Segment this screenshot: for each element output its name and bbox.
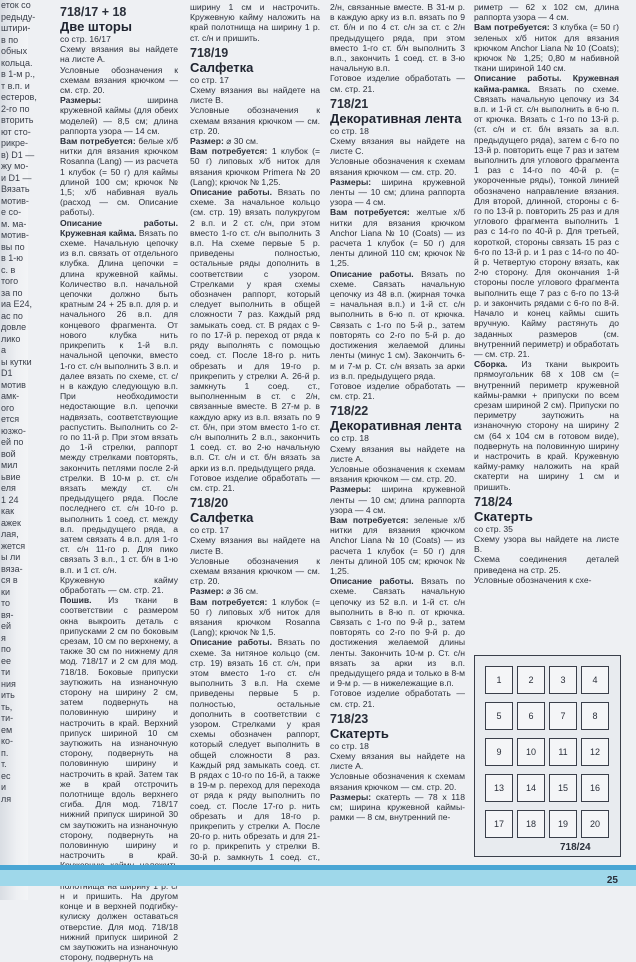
diagram-cell: 11 [549, 738, 577, 766]
text: ширина кружевной каймы (для обеих моделей) — 8,5 см; длина раппорта узора — 14 см. [60, 95, 178, 136]
gutter-text-line: юзжо- [1, 425, 26, 436]
paragraph: Схему вязания вы найдете на листе В. [190, 85, 320, 106]
gutter-text-line: мотив [1, 379, 26, 390]
gutter-text-line: Вязать [1, 184, 30, 194]
diagram-cell: 20 [581, 810, 609, 838]
text: Вязать по схеме. Связать начальную цепочку из 48 в.п. (жирная точка = начальная в.п.) и 1-й ст. с/н выполнить в 6-ю п. от крючка. Связать с 1-го по 5-й р., затем повторять со 2-го по 5-й р. до достижения желаемой длины ленты (минус 1 см). Закончить 6-м и 7-м р. Ст. с/н вязать за арки из в.п. предыдущего ряда. [330, 268, 465, 381]
paragraph [474, 22, 619, 73]
gutter-text-line: ы ли [1, 552, 21, 562]
diagram-cell: 17 [485, 810, 513, 838]
gutter-text-line: довле [1, 322, 27, 332]
label: Вам потребуется: [330, 207, 410, 218]
label: Вам потребуется: [190, 596, 268, 607]
paragraph: Готовое изделие обработать — см. стр. 21. [330, 380, 465, 402]
gutter-text-line: е со- [1, 207, 22, 217]
gutter-text-line: в 1-ю [1, 253, 24, 263]
diagram-cell: 14 [517, 774, 545, 802]
section-number: 718/21 [330, 96, 369, 111]
diagram-cell: 13 [485, 774, 513, 802]
diagram-label: 718/24 [560, 842, 591, 853]
label: Описание работы. [330, 268, 414, 279]
text: желтые х/б нитки для вязания крючком Anchor Liana № 10 (Coats) — из расчета 1 клубок (= 50 г) для ленты длиной 110 см; крючок № 1,25. [330, 207, 466, 269]
gutter-text-line: вяза- [1, 563, 23, 574]
gutter-text-line: жу мо- [1, 161, 29, 171]
section-title: Салфетка [190, 59, 254, 75]
gutter-text-line: ее [1, 655, 12, 666]
diagram-cell: 19 [549, 810, 577, 838]
paragraph [330, 207, 465, 268]
paragraph [330, 484, 465, 515]
text: 1 клубок (= 50 г) липовых х/б ниток для вязания крючком Primera № 20 (Lang); крючок № 1,25. [190, 146, 321, 187]
label: Размеры: [330, 484, 372, 495]
paragraph: Схему вязания вы найдете на листе А. [330, 443, 465, 464]
gutter-text-line: ния [1, 678, 16, 689]
diagram-cell: 1 [485, 666, 513, 694]
section-number: 718/22 [330, 404, 369, 419]
paragraph: Условные обозначения к схемам вязания крючком — см. стр. 20. [330, 156, 465, 177]
section-title: Салфетка [190, 510, 254, 526]
section-title: Скатерть [474, 508, 533, 524]
gutter-text-line: ес [1, 770, 11, 781]
label: Вам потребуется: [60, 136, 136, 147]
gutter-text-line: п. [1, 747, 9, 758]
text: Вязать по схеме. За начальное кольцо (см. стр. 19) вязать полукругом 2 в.п. и 2 ст. с/н, при этом вместо 1-го ст. с/н выполнить 3 в.п. На схеме первые 5 р. приведены полностью, остальные ряды дополнить в соответствии с узором. Стрелками у края схемы обозначен раппорт, который следует выполнить в общей сложности 7 раз. Каждый ряд замыкать соед. ст. В рядах с 9-го по 17-й р. переход от ряда к ряду выполнять с помощью соед. ст. После 18-го р. нить обрезать и для 19-го р. прикрепить у стрелки А. 26-й р. замкнуть 1 соед. ст., выполненным в ст. с 2/н, связанные вместе. В 27-м р. в каждую арку из в.п. вязать по 9 ст. б/н, при этом вместо 1-го ст. с/н выполнить 2 в.п., закончить 1 соед. ст. во 2-ю начальную в.п. Ст. с/н и ст. б/н вязать за арки из в.п. предыдущего ряда. [190, 187, 320, 473]
gutter-text-line: ля [1, 793, 12, 804]
text: Вязать по схеме. Связать начальную цепочку из 34 в.п. и 1-й ст. с/н выполнить в 6-ю п. от крючка. Вязать с 1-го по 13-й р. (ст. с/н и ст. б/н вязать за в.п. предыдущего ряда), затем с 6-го по 13-й р. повторить еще 7 раз и затем выполнить для углового фрагмента 1 раз с 14-го по 40-й р. (= укороченные ряды), тонкой линией обозначено направление вязания. Для второй, длинной, стороны с 6-го по 13-й р. повторить 25 раз и для углового фрагмента выполнить 1 раз с 14-го по 40-й р. Для третьей, короткой, стороны связать 15 раз с 6-го по 13-й р. и 1 раз с 14-го по 40-й р. Четвертую сторону вязать, как 2-ю сторону. Для окончания 1-й стороны после углового фрагмента выполнить еще 7 раз с 6-го по 13-й р. и закончить рядами с 6-го по 8-й. Начало и конец каймы сшить вручную. Кайму растянуть до заданных размеров (см. внутренний периметр) и обработать — см. стр. 21. [474, 83, 619, 359]
diagram-cell: 10 [517, 738, 545, 766]
paragraph: Схему узора вы найдете на листе В. [474, 533, 619, 555]
gutter-text-line: по [1, 644, 11, 654]
section-number: 718/19 [190, 45, 229, 60]
paragraph [190, 586, 320, 596]
footer-band [0, 870, 636, 886]
paragraph: риметр — 62 х 102 см, длина раппорта узора — 4 см. [474, 2, 619, 23]
label: Описание работы. [190, 637, 273, 648]
gutter-text-line: вы по [1, 241, 25, 252]
gutter-text-line: ажек [1, 517, 21, 528]
text: ⌀ 30 см. [226, 136, 259, 147]
gutter-text-line: ьвие [1, 471, 21, 482]
paragraph [330, 792, 465, 823]
page-reference: со стр. 18 [330, 740, 369, 751]
gutter-text-line: редыду- [1, 11, 36, 22]
diagram-cell: 4 [581, 666, 609, 694]
gutter-text-line: мотив- [1, 195, 29, 206]
gutter-text-line: амк- [1, 391, 20, 401]
gutter-text-line: ют сто- [1, 126, 31, 137]
text: ширина кружевной ленты — 10 см; длина раппорта узора — 4 см. [330, 176, 465, 208]
diagram-cell: 8 [581, 702, 609, 730]
gutter-text-line: ко- [1, 736, 14, 746]
label: Размеры: [330, 176, 372, 187]
diagram-cell: 5 [485, 702, 513, 730]
diagram-cell: 6 [517, 702, 545, 730]
paragraph: Условные обозначения к схемам вязания крючком — см. стр. 20. [330, 463, 465, 485]
gutter-text-line: вя- [1, 609, 14, 620]
paragraph [190, 146, 320, 187]
section-title: Декоративная лента [330, 110, 462, 126]
page-reference: со стр. 16/17 [60, 34, 111, 44]
label: Описание работы. Кружевная кайма-рамка. [474, 73, 619, 94]
column-4 [474, 2, 619, 585]
section-title: Декоративная лента [330, 418, 462, 434]
section-number: 718/20 [190, 496, 229, 511]
section-number: 718/17 + 18 [60, 5, 127, 19]
paragraph: Схему вязания вы найдете на листе С. [330, 136, 465, 157]
text: зеленые х/б нитки для вязания крючком Anchor Liana № 10 (Coats) — из расчета 1 клубок (= 50 г) для ленты длиной 105 см; крючок № 1,25. [330, 514, 465, 576]
gutter-text-line: ей [1, 621, 12, 631]
text: скатерть — 78 х 118 см; ширина кружевной каймы-рамки — 8 см, внутренний пе- [330, 791, 465, 823]
paragraph [60, 595, 178, 962]
paragraph [330, 177, 465, 208]
paragraph: Схему вязания вы найдете на листе В. [190, 535, 320, 556]
text: ⌀ 36 см. [226, 586, 259, 597]
label: Описание работы. Кружевная кайма. [60, 217, 178, 238]
diagram-cell: 12 [581, 738, 609, 766]
gutter-text-line: ить [1, 690, 15, 700]
page-reference: со стр. 17 [190, 74, 229, 85]
gutter-text-line: ас по [1, 310, 23, 321]
paragraph: 2/н, связанные вместе. В 31-м р. в каждую арку из в.п. вязать по 9 ст. б/н и по 4 ст. с/н за ст. с 2/н предыдущего ряда, при этом вместо 1-го ст. б/н выполнить 3 в.п., закончить 1 соед. ст. в 3-ю начальную в.п. [330, 2, 465, 74]
paragraph [330, 576, 465, 688]
gutter-text-line: кольца. [1, 57, 33, 68]
gutter-text-line: ы кутки [1, 356, 32, 367]
page-reference: со стр. 18 [330, 125, 369, 136]
column-1 [60, 2, 178, 962]
gutter-text-line: как [1, 506, 15, 516]
gutter-text-line: а [1, 345, 7, 355]
paragraph [190, 637, 320, 872]
paragraph [474, 73, 619, 359]
paragraph: Готовое изделие обработать — см. стр. 21. [330, 73, 465, 94]
paragraph [190, 187, 320, 473]
label: Размер: [190, 586, 224, 597]
page-reference: со стр. 17 [190, 525, 229, 536]
column-2 [190, 2, 320, 872]
gutter-text-line: в 1-м р., [1, 69, 35, 79]
text: Вязать по схеме. Начальную цепочку из в.п. связать от отдельного клубка. Длина цепочки = длина кружевной каймы. Количество в.п. начальной цепочки должно быть кратным 24 + 25 в.п. для р. и начального 26 в.п. для концевого фрагмента. От нового клубка нить прикрепить к 1-й в.п. начальной цепочки, вместо 1-го ст. с/н выполнить 3 в.п. и далее вязать по схеме, ст. с/н в каждую следующую в.п. При необходимости недостающие в.п. цепочки надвязать, соответствующие распустить. Выполнить со 2-го по 11-й р. При этом вязать до 1-й стрелки, раппорт между стрелками повторять, закончить петлями после 2-й стрелки. В 10-м р. ст. с/н вязать между ст. с/н предыдущего ряда. После последнего ст. с/н 10-го р. выполнить 1 соед. ст. между в.п. предыдущего ряда, а затем связать 4 в.п. для 1-го ст. с/н 11-го р. Для пико связать 3 в.п., 1 ст. б/н в 1-ю в.п. и 1 ст. с/н. [60, 227, 178, 575]
gutter-text-line: жется [1, 540, 26, 551]
page-reference: со стр. 18 [330, 433, 369, 444]
gutter-text-line: за по [1, 287, 23, 298]
gutter-text-line: еля [1, 483, 16, 493]
gutter-text-line: вторить [1, 115, 34, 125]
diagram-cell: 3 [549, 666, 577, 694]
paragraph [190, 136, 320, 146]
paragraph: Условные обозначения к схемам вязания крючком — см. стр. 20. [190, 105, 320, 136]
label: Описание работы. [330, 576, 414, 587]
diagram-cell: 18 [517, 810, 545, 838]
gutter-text-line: т в.п. и [1, 80, 30, 91]
paragraph [330, 515, 465, 576]
gutter-text-line: лая, [1, 529, 19, 539]
diagram-cell: 7 [549, 702, 577, 730]
gutter-text-line: ти- [1, 713, 14, 723]
text: 3 клубка (= 50 г) зеленых х/б ниток для вязания крючком Anchor Liana № 10 (Coats); крючок № 1,25; 0,80 м набивной ткани шириной 140 см. [474, 22, 620, 74]
paragraph: Условные обозначения к схемам вязания крючком — см. стр. 20. [330, 771, 465, 792]
paragraph: Условные обозначения к схе- [474, 574, 592, 585]
text: Из ткани выкроить прямоугольник 68 х 108 см (= внутренний периметр кружевной каймы-рамки + припуски по всем срезам шириной 2 см). Припуски по периметру заутюжить на изнаночную сторону на ширину 2 см (64 х 104 см в готовом виде), подвернуть на половинную ширину и настрочить в край. Кружевную кайму-рамку наложить на край скатерти на ширину 1 см и пришить. [474, 359, 619, 492]
gutter-text-line: ся в [1, 575, 18, 585]
diagram-cell: 9 [485, 738, 513, 766]
gutter-text-line: штири- [1, 23, 31, 33]
section-title: Скатерть [330, 725, 389, 741]
paragraph [474, 359, 619, 492]
gutter-text-line: 1 24 [1, 494, 19, 505]
gutter-text-line: я [1, 632, 6, 643]
label: Вам потребуется: [190, 146, 268, 157]
gutter-text-line: ки [1, 586, 10, 597]
gutter-text-line: мотив- [1, 230, 29, 240]
label: Сборка. [474, 359, 508, 370]
gutter-text-line: м. ма- [1, 218, 27, 229]
paragraph: Условные обозначения к схемам вязания крючком — см. стр. 20. [60, 64, 178, 96]
paragraph: Готовое изделие обработать — см. стр. 21. [330, 688, 465, 709]
section-title: Две шторы [60, 19, 132, 34]
gutter-text-line: вой [1, 448, 16, 459]
section-number: 718/24 [474, 494, 513, 509]
gutter-text-line: ей по [1, 437, 24, 447]
diagram-cell: 16 [581, 774, 609, 802]
label: Вам потребуется: [330, 514, 409, 525]
gutter-text-line: мил [1, 460, 18, 470]
paragraph [60, 136, 178, 218]
label: Пошив. [60, 595, 92, 606]
page-reference: со стр. 35 [474, 523, 513, 534]
paragraph [60, 218, 178, 575]
gutter-text-line: еток со [1, 0, 31, 10]
diagram-cell: 2 [517, 666, 545, 694]
text: Из ткани в соответствии с размером окна выкроить деталь с припусками 2 см по боковым срезам, 10 см по верхнему, а также 30 см по нижнему для мод. 718/17 и 2 см для мод. 718/18. Боковые припуски заутюжить на изнаночную сторону на ширину 2 см, затем подвернуть на половинную ширину и настрочить в край. Верхний припуск шириной 10 см заутюжить на изнаночную сторону, подвернуть на половинную ширину и настрочить в край. Затем так же в край отстрочить полотнище вдоль верхнего сгиба. Для мод. 718/17 нижний припуск шириной 30 см заутюжить на изнаночную сторону, подвернуть на половинную ширину и настрочить в край. н и пришить. На другом конце и в верхней подгибку-кулиску должен оставаться отверстие. Для мод. 718/18 нижний припуск шириной 2 см заутюжить на изнаночную сторону, подвернуть на [60, 595, 179, 962]
gutter-text-line: ть, [1, 701, 13, 712]
label: Размеры: [330, 791, 372, 802]
diagram-cell: 15 [549, 774, 577, 802]
label: Размеры: [60, 95, 102, 106]
gutter-text-line: обных [1, 46, 28, 56]
paragraph: Готовое изделие обработать — см. стр. 21. [190, 472, 320, 493]
paragraph: Условные обозначения к схемам вязания крючком — см. стр. 20. [190, 555, 320, 587]
paragraph: Схему вязания вы найдете на листе А. [330, 751, 465, 772]
gutter-text-line: то [1, 598, 11, 608]
gutter-text-line: естеров, [1, 92, 37, 102]
gutter-text-line: ется [1, 414, 20, 424]
label: Описание работы. [190, 187, 273, 198]
gutter-text-line: D1 [1, 368, 13, 378]
paragraph [60, 95, 178, 136]
gutter-text-line: и [1, 782, 7, 792]
gutter-text-line: с. в [1, 264, 16, 275]
left-gutter [0, 0, 37, 900]
paragraph [190, 597, 320, 638]
text: Вязать по схеме. За нитяное кольцо (см. стр. 19) вязать 16 ст. с/н, при этом вместо 1-го ст. с/н выполнить 3 в.п. На схеме приведены первые 5 р. полностью, остальные дополнить в соответствии с узором. Стрелками у края схемы обозначен раппорт, который следует выполнить в общей сложности 8 раз. Каждый ряд замыкать соед. ст. В рядах с 10-го по 16-й, а также в 19-м р. переход для перехода от ряда к ряду выполнить по соед. ст. После 17-го р. нить обрезать и для 18-го р. прикрепить у стрелки А. После 20-го р. нить обрезать и для 21-го р. прикрепить у стрелки В. 30-й р. замкнуть 1 соед. ст., [190, 637, 320, 862]
gutter-text-line: в) D1 — [1, 149, 35, 160]
gutter-text-line: рикре- [1, 138, 28, 148]
paragraph: Кружевную кайму обработать — см. стр. 21. [60, 574, 178, 595]
paragraph: ширину 1 см и настрочить. Кружевную кайму наложить на край полотнища на ширину 1 р. ст. с/н и пришить. [190, 2, 320, 43]
gutter-text-line: 2-го по [1, 103, 30, 114]
gutter-text-line: того [1, 276, 19, 286]
gutter-text-line: лико [1, 333, 21, 344]
gutter-text-line: и D1 — [1, 172, 32, 183]
gutter-text-line: ого [1, 402, 15, 413]
paragraph: Схема соединения деталей приведена на стр. 25. [474, 554, 619, 575]
paragraph: Схему вязания вы найдете на листе А. [60, 44, 178, 65]
page-number: 25 [606, 875, 618, 886]
gutter-text-line: ти [1, 667, 11, 677]
text: белые х/б нитки для вязания крючком Rosanna (Lang) — из расчета 1 клубок (= 50 г) для каймы длиной 100 см; крючок № 1,5; х/б набивная вуаль (расход — см. Описание работы). [60, 136, 179, 218]
footer-stripe [0, 865, 636, 870]
text: ширина кружевной ленты — 10 см; длина раппорта узора — 4 см. [330, 484, 465, 515]
label: Вам потребуется: [474, 22, 550, 33]
paragraph [330, 269, 465, 381]
text: Вязать по схеме. Связать начальную цепочку из 52 в.п. и 1-й ст. с/н выполнить в 8-ю п. от крючка. Связать с 1-го по 9-й р., затем повторять со 2-го по 9-й р. до достижения желаемой длины ленты. Закончить 10-м р. Ст. с/н вязать за арки из в.п. предыдущего ряда и только в 8-м и 9-м р. — в нижележащие в.п. [330, 576, 465, 689]
column-3 [330, 2, 465, 822]
label: Размер: [190, 136, 224, 147]
section-number: 718/23 [330, 711, 369, 726]
gutter-text-line: иа Е24, [1, 299, 33, 309]
tablecloth-assembly-diagram [474, 655, 621, 857]
gutter-text-line: в по [1, 34, 19, 45]
text: 1 клубок (= 50 г) липовых х/б ниток для вязания крючком Rosanna (Lang); крючок № 1,5. [190, 596, 321, 638]
gutter-text-line: т. [1, 759, 7, 769]
gutter-text-line: ем [1, 724, 13, 735]
